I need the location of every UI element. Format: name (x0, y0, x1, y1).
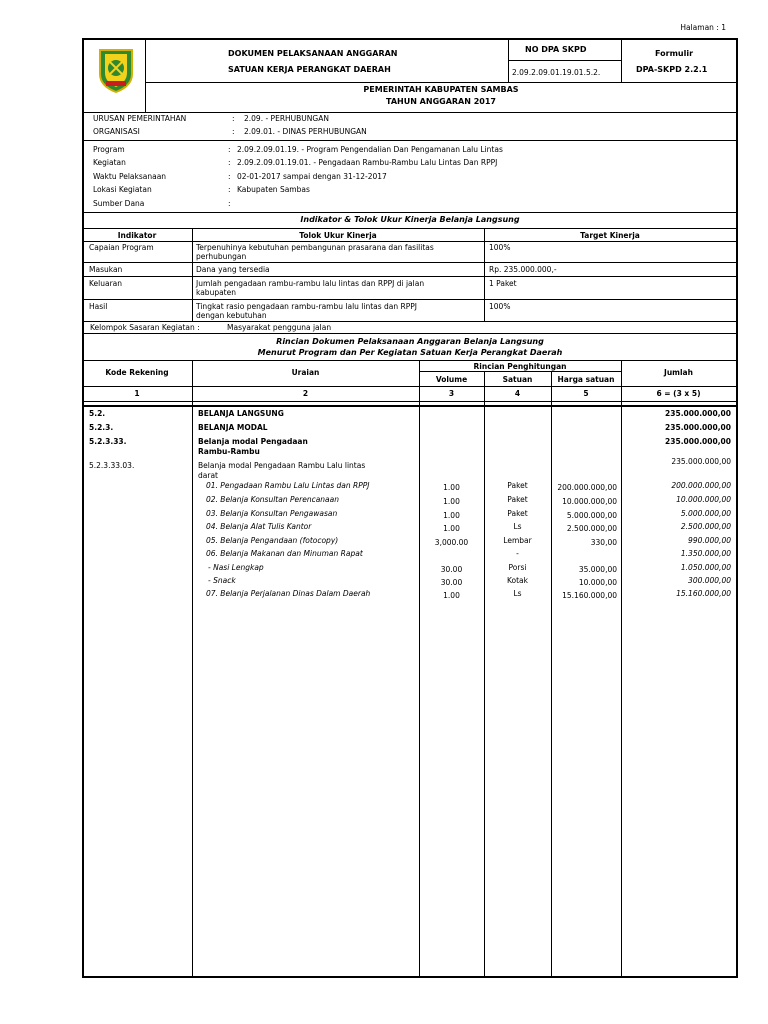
col-num-4: 4 (514, 389, 521, 398)
organisasi-value: 2.09.01. - DINAS PERHUBUNGAN (244, 127, 367, 136)
volume: 30.00 (440, 565, 463, 574)
sumber-dana-label: Sumber Dana (93, 199, 145, 208)
jumlah: 2.500.000,00 (680, 522, 731, 531)
volume: 1.00 (443, 511, 460, 520)
tolok-ukur-line2: dengan kebutuhan (196, 311, 267, 320)
satuan: Paket (507, 509, 528, 518)
program-colon: : (228, 145, 231, 154)
kode-rekening: 5.2.3. (89, 423, 114, 432)
uraian: 06. Belanja Makanan dan Minuman Rapat (206, 549, 363, 558)
jumlah: 10.000.000,00 (676, 495, 731, 504)
harga-satuan: 15.160.000,00 (562, 591, 617, 600)
kode-rekening: 5.2.3.33. (89, 437, 127, 446)
satuan: Paket (507, 495, 528, 504)
uraian: BELANJA LANGSUNG (198, 409, 284, 418)
jumlah-header: Jumlah (664, 368, 693, 377)
rincian-title-line2: Menurut Program dan Per Kegiatan Satuan Kerja Perangkat Daerah (257, 348, 563, 357)
uraian: Belanja modal Pengadaan Rambu Lalu lintas (198, 461, 366, 470)
organisasi-colon: : (232, 127, 235, 136)
jumlah: 235.000.000,00 (665, 437, 731, 446)
kegiatan-colon: : (228, 158, 231, 167)
satuan: Kotak (506, 576, 528, 585)
col-num-5: 5 (583, 389, 589, 398)
tolok-ukur-line1: Terpenuhinya kebutuhan pembangunan prasarana dan fasilitas (196, 243, 434, 252)
harga-satuan: 10.000,00 (578, 578, 617, 587)
budget-year: TAHUN ANGGARAN 2017 (385, 97, 496, 106)
uraian: 01. Pengadaan Rambu Lalu Lintas dan RPPJ (206, 481, 370, 490)
harga-satuan: 330,00 (590, 538, 617, 547)
satuan: Ls (513, 522, 522, 531)
volume: 1.00 (443, 497, 460, 506)
urusan-label: URUSAN PEMERINTAHAN (93, 114, 187, 123)
urusan-colon: : (232, 114, 235, 123)
page-number: Halaman : 1 (680, 23, 726, 32)
no-dpa-value: 2.09.2.09.01.19.01.5.2. (512, 68, 601, 77)
uraian: 07. Belanja Perjalanan Dinas Dalam Daerah (206, 589, 371, 598)
target-kinerja: 100% (489, 243, 511, 252)
waktu-value: 02-01-2017 sampai dengan 31-12-2017 (237, 172, 387, 181)
lokasi-value: Kabupaten Sambas (237, 185, 310, 194)
tolok-ukur-line1: Dana yang tersedia (196, 265, 270, 274)
sumber-dana-colon: : (228, 199, 231, 208)
tolok-ukur-col-header: Tolok Ukur Kinerja (299, 231, 377, 240)
program-label: Program (93, 145, 125, 154)
target-kinerja: Rp. 235.000.000,- (489, 265, 557, 274)
volume: 30.00 (440, 578, 463, 587)
formulir-value: DPA-SKPD 2.2.1 (636, 65, 708, 74)
no-dpa-label: NO DPA SKPD (525, 45, 587, 54)
tolok-ukur-line2: perhubungan (196, 252, 247, 261)
satuan: Ls (513, 589, 522, 598)
indikator-title: Indikator & Tolok Ukur Kinerja Belanja Langsung (300, 215, 520, 224)
volume: 1.00 (443, 524, 460, 533)
harga-satuan: 5.000.000,00 (566, 511, 617, 520)
rincian-penghitungan-header: Rincian Penghitungan (473, 362, 567, 371)
uraian: 05. Belanja Pengandaan (fotocopy) (206, 536, 339, 545)
kode-rekening-header: Kode Rekening (105, 368, 169, 377)
target-kinerja: 100% (489, 302, 511, 311)
satuan: Porsi (508, 563, 527, 572)
satuan: Lembar (503, 536, 532, 545)
col-num-6: 6 = (3 x 5) (656, 389, 701, 398)
program-value: 2.09.2.09.01.19. - Program Pengendalian Dan Pengamanan Lalu Lintas (237, 145, 503, 154)
kode-rekening: 5.2.3.33.03. (89, 461, 135, 470)
indikator-name: Keluaran (89, 279, 123, 288)
kelompok-label: Kelompok Sasaran Kegiatan : (90, 323, 200, 332)
harga-header: Harga satuan (557, 375, 615, 384)
satuan-header: Satuan (502, 375, 533, 384)
waktu-label: Waktu Pelaksanaan (93, 172, 167, 181)
lokasi-colon: : (228, 185, 231, 194)
uraian-line2: Rambu-Rambu (198, 447, 260, 456)
col-num-2: 2 (302, 389, 309, 398)
volume: 3,000.00 (434, 538, 469, 547)
volume: 1.00 (443, 483, 460, 492)
col-num-1: 1 (134, 389, 140, 398)
gov-name: PEMERINTAH KABUPATEN SAMBAS (363, 85, 519, 94)
harga-satuan: 10.000.000,00 (562, 497, 617, 506)
organisasi-label: ORGANISASI (93, 127, 140, 136)
jumlah: 235.000.000,00 (665, 423, 731, 432)
doc-title-line2: SATUAN KERJA PERANGKAT DAERAH (228, 65, 391, 74)
urusan-value: 2.09. - PERHUBUNGAN (244, 114, 329, 123)
jumlah: 1.050.000,00 (680, 563, 731, 572)
uraian: 02. Belanja Konsultan Perencanaan (206, 495, 339, 504)
indikator-name: Capaian Program (89, 243, 154, 252)
jumlah: 990.000,00 (688, 536, 731, 545)
uraian: BELANJA MODAL (198, 423, 268, 432)
uraian-line2: darat (198, 471, 218, 480)
tolok-ukur-line1: Tingkat rasio pengadaan rambu-rambu lalu lintas dan RPPJ (196, 302, 418, 311)
rincian-title-line1: Rincian Dokumen Pelaksanaan Anggaran Belanja Langsung (276, 337, 544, 346)
uraian: 03. Belanja Konsultan Pengawasan (206, 509, 338, 518)
indikator-col-header: Indikator (117, 231, 157, 240)
jumlah: 15.160.000,00 (676, 589, 731, 598)
lokasi-label: Lokasi Kegiatan (93, 185, 152, 194)
jumlah: 300.000,00 (688, 576, 731, 585)
target-kinerja: 1 Paket (489, 279, 517, 288)
uraian: - Nasi Lengkap (208, 563, 264, 572)
kegiatan-value: 2.09.2.09.01.19.01. - Pengadaan Rambu-Rambu Lalu Lintas Dan RPPJ (237, 158, 498, 167)
jumlah: 200.000.000,00 (671, 481, 731, 490)
waktu-colon: : (228, 172, 231, 181)
harga-satuan: 200.000.000,00 (557, 483, 617, 492)
tolok-ukur-line1: Jumlah pengadaan rambu-rambu lalu lintas dan RPPJ di jalan (196, 279, 425, 288)
harga-satuan: 2.500.000,00 (566, 524, 617, 533)
satuan: Paket (507, 481, 528, 490)
col-num-3: 3 (448, 389, 455, 398)
satuan: - (516, 549, 519, 558)
government-logo (96, 46, 136, 94)
target-col-header: Target Kinerja (580, 231, 640, 240)
jumlah: 1.350.000,00 (680, 549, 731, 558)
kode-rekening: 5.2. (89, 409, 106, 418)
formulir-label: Formulir (655, 49, 694, 58)
kelompok-value: Masyarakat pengguna jalan (227, 323, 332, 332)
volume: 1.00 (443, 591, 460, 600)
doc-title-line1: DOKUMEN PELAKSANAAN ANGGARAN (228, 49, 398, 58)
kegiatan-label: Kegiatan (93, 158, 126, 167)
jumlah: 5.000.000,00 (680, 509, 731, 518)
tolok-ukur-line2: kabupaten (196, 288, 236, 297)
indikator-name: Masukan (89, 265, 123, 274)
uraian: 04. Belanja Alat Tulis Kantor (206, 522, 312, 531)
harga-satuan: 35.000,00 (578, 565, 617, 574)
jumlah: 235.000.000,00 (665, 409, 731, 418)
uraian: Belanja modal Pengadaan (198, 437, 308, 446)
uraian: - Snack (208, 576, 236, 585)
uraian-header: Uraian (291, 368, 320, 377)
jumlah: 235.000.000,00 (671, 457, 731, 466)
volume-header: Volume (435, 375, 468, 384)
indikator-name: Hasil (89, 302, 108, 311)
